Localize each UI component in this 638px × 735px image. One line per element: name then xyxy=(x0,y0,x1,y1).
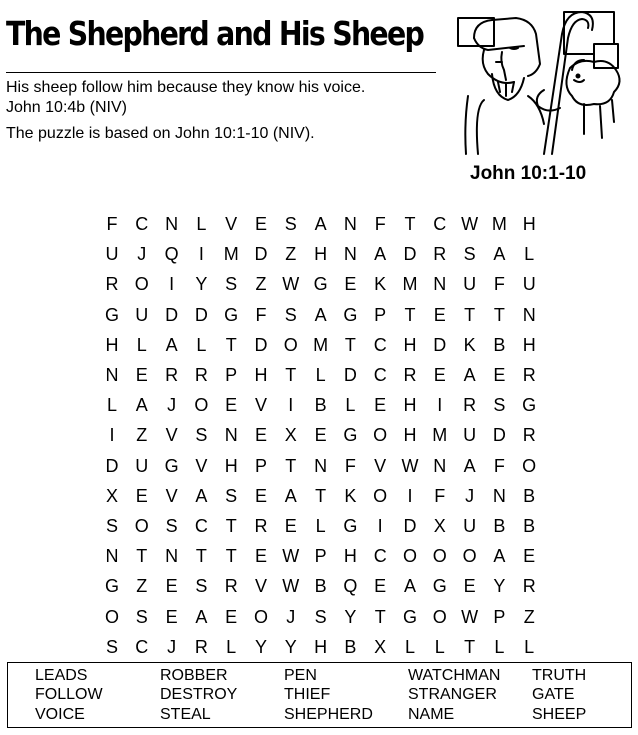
grid-letter[interactable]: T xyxy=(464,636,476,657)
grid-letter[interactable]: L xyxy=(136,334,147,355)
grid-letter[interactable]: U xyxy=(463,516,477,536)
grid-letter[interactable]: H xyxy=(522,214,536,234)
grid-letter[interactable]: D xyxy=(433,334,447,355)
grid-letter[interactable]: B xyxy=(493,516,506,536)
grid-letter[interactable]: G xyxy=(402,606,417,627)
grid-letter[interactable]: X xyxy=(105,485,118,506)
grid-letter[interactable]: X xyxy=(374,636,387,657)
grid-letter[interactable]: B xyxy=(493,334,506,355)
grid-letter[interactable]: L xyxy=(404,636,415,657)
grid-letter[interactable]: U xyxy=(135,304,149,325)
grid-letter[interactable]: R xyxy=(433,244,447,265)
grid-letter[interactable]: G xyxy=(224,304,239,325)
grid-letter[interactable]: Y xyxy=(493,576,506,597)
word-bank-item: STRANGER xyxy=(408,686,497,703)
grid-letter[interactable]: R xyxy=(254,516,268,536)
grid-letter[interactable]: T xyxy=(315,485,327,506)
grid-letter[interactable]: A xyxy=(463,365,476,385)
grid-letter[interactable]: C xyxy=(194,516,208,536)
grid-letter[interactable]: G xyxy=(104,576,119,597)
grid-letter[interactable]: S xyxy=(165,516,178,536)
grid-letter[interactable]: U xyxy=(463,274,477,295)
grid-letter[interactable]: H xyxy=(314,636,328,657)
grid-letter[interactable]: D xyxy=(254,244,268,265)
grid-letter[interactable]: O xyxy=(373,485,388,506)
grid-letter[interactable]: R xyxy=(224,576,238,597)
grid-letter[interactable]: T xyxy=(225,546,237,567)
grid-letter[interactable]: I xyxy=(198,244,204,265)
grid-letter[interactable]: E xyxy=(165,576,178,597)
grid-letter[interactable]: T xyxy=(195,546,207,567)
grid-letter[interactable]: N xyxy=(343,244,357,265)
grid-letter[interactable]: S xyxy=(463,244,476,265)
grid-letter[interactable]: E xyxy=(254,214,267,234)
grid-letter[interactable]: V xyxy=(225,214,238,234)
grid-letter[interactable]: B xyxy=(344,636,357,657)
grid-letter[interactable]: M xyxy=(402,274,418,295)
grid-letter[interactable]: W xyxy=(282,576,300,597)
grid-letter[interactable]: S xyxy=(225,274,238,295)
grid-letter[interactable]: E xyxy=(254,485,267,506)
word-bank-item: GATE xyxy=(532,686,575,703)
grid-letter[interactable]: F xyxy=(344,455,356,476)
grid-letter[interactable]: J xyxy=(167,636,177,657)
grid-letter[interactable]: E xyxy=(493,365,506,385)
word-bank-item: TRUTH xyxy=(532,667,587,684)
grid-letter[interactable]: D xyxy=(194,304,208,325)
grid-letter[interactable]: D xyxy=(343,365,357,385)
grid-letter[interactable]: Q xyxy=(164,244,179,265)
grid-letter[interactable]: T xyxy=(285,365,297,385)
grid-letter[interactable]: M xyxy=(491,214,507,234)
grid-letter[interactable]: I xyxy=(109,425,115,446)
grid-letter[interactable]: M xyxy=(223,244,239,265)
grid-letter[interactable]: H xyxy=(314,244,328,265)
word-bank-item: LEADS xyxy=(35,667,88,684)
grid-letter[interactable]: A xyxy=(135,395,148,416)
grid-letter[interactable]: T xyxy=(404,214,416,234)
grid-letter[interactable]: B xyxy=(314,576,327,597)
grid-letter[interactable]: I xyxy=(377,516,383,536)
grid-letter[interactable]: L xyxy=(315,516,326,536)
grid-letter[interactable]: T xyxy=(136,546,148,567)
key-verse-reference: John 10:4b (NIV) xyxy=(6,99,127,116)
grid-letter[interactable]: Q xyxy=(343,576,358,597)
grid-letter[interactable]: V xyxy=(254,395,267,416)
grid-letter[interactable]: L xyxy=(434,636,445,657)
word-bank-item: WATCHMAN xyxy=(408,667,501,684)
grid-letter[interactable]: C xyxy=(373,546,387,567)
grid-letter[interactable]: V xyxy=(374,455,387,476)
grid-letter[interactable]: H xyxy=(522,334,536,355)
grid-letter[interactable]: R xyxy=(194,636,208,657)
grid-letter[interactable]: N xyxy=(105,365,119,385)
grid-letter[interactable]: D xyxy=(492,425,506,446)
grid-letter[interactable]: J xyxy=(465,485,475,506)
grid-letter[interactable]: W xyxy=(282,274,300,295)
grid-letter[interactable]: P xyxy=(493,606,506,627)
grid-letter[interactable]: T xyxy=(404,304,416,325)
grid-letter[interactable]: A xyxy=(374,244,387,265)
grid-letter[interactable]: Y xyxy=(254,636,267,657)
grid-letter[interactable]: O xyxy=(104,606,119,627)
grid-letter[interactable]: Z xyxy=(136,576,148,597)
grid-letter[interactable]: U xyxy=(135,455,149,476)
grid-letter[interactable]: L xyxy=(106,395,117,416)
grid-letter[interactable]: B xyxy=(523,485,536,506)
grid-letter[interactable]: I xyxy=(169,274,175,295)
grid-letter[interactable]: F xyxy=(255,304,267,325)
grid-letter[interactable]: H xyxy=(403,395,417,416)
grid-letter[interactable]: O xyxy=(134,516,149,536)
grid-letter[interactable]: G xyxy=(164,455,179,476)
grid-letter[interactable]: L xyxy=(196,214,207,234)
grid-letter[interactable]: H xyxy=(343,546,357,567)
grid-letter[interactable]: G xyxy=(432,576,447,597)
grid-letter[interactable]: A xyxy=(195,606,208,627)
word-bank-item: ROBBER xyxy=(160,667,228,684)
grid-letter[interactable]: Y xyxy=(195,274,208,295)
puzzle-title: The Shepherd and His Sheep xyxy=(6,14,424,53)
word-bank-item: SHEPHERD xyxy=(284,706,373,723)
puzzle-note: The puzzle is based on John 10:1-10 (NIV). xyxy=(6,125,315,142)
grid-letter[interactable]: A xyxy=(195,485,208,506)
grid-letter[interactable]: O xyxy=(134,274,149,295)
grid-letter[interactable]: R xyxy=(522,365,536,385)
grid-letter[interactable]: N xyxy=(165,214,179,234)
grid-letter[interactable]: Z xyxy=(285,244,297,265)
grid-letter[interactable]: K xyxy=(463,334,476,355)
grid-letter[interactable]: R xyxy=(194,365,208,385)
grid-letter[interactable]: O xyxy=(522,455,537,476)
grid-letter[interactable]: N xyxy=(105,546,119,567)
grid-letter[interactable]: G xyxy=(343,516,358,536)
grid-letter[interactable]: D xyxy=(165,304,179,325)
word-bank-item: SHEEP xyxy=(532,706,587,723)
grid-letter[interactable]: S xyxy=(225,485,238,506)
grid-letter[interactable]: E xyxy=(284,516,297,536)
grid-letter[interactable]: E xyxy=(344,274,357,295)
grid-letter[interactable]: E xyxy=(523,546,536,567)
grid-letter[interactable]: K xyxy=(374,274,387,295)
grid-letter[interactable]: T xyxy=(464,304,476,325)
grid-letter[interactable]: X xyxy=(433,516,446,536)
grid-letter[interactable]: N xyxy=(224,425,238,446)
grid-letter[interactable]: F xyxy=(434,485,446,506)
grid-letter[interactable]: K xyxy=(344,485,357,506)
word-bank-item: STEAL xyxy=(160,706,211,723)
grid-letter[interactable]: O xyxy=(253,606,268,627)
grid-letter[interactable]: W xyxy=(282,546,300,567)
grid-letter[interactable]: N xyxy=(492,485,506,506)
key-verse-text: His sheep follow him because they know his voice. xyxy=(6,79,366,96)
grid-letter[interactable]: Y xyxy=(344,606,357,627)
word-bank-item: VOICE xyxy=(35,706,85,723)
grid-letter[interactable]: D xyxy=(254,334,268,355)
grid-letter[interactable]: Z xyxy=(523,606,535,627)
grid-letter[interactable]: A xyxy=(284,485,297,506)
grid-letter[interactable]: W xyxy=(461,606,479,627)
grid-letter[interactable]: L xyxy=(345,395,356,416)
grid-letter[interactable]: S xyxy=(493,395,506,416)
grid-letter[interactable]: G xyxy=(104,304,119,325)
word-bank-item: PEN xyxy=(284,667,317,684)
grid-letter[interactable]: P xyxy=(374,304,387,325)
grid-letter[interactable]: L xyxy=(494,636,505,657)
grid-letter[interactable]: F xyxy=(106,214,118,234)
grid-letter[interactable]: G xyxy=(343,304,358,325)
grid-letter[interactable]: Z xyxy=(136,425,148,446)
grid-letter[interactable]: E xyxy=(135,365,148,385)
grid-letter[interactable]: I xyxy=(288,395,294,416)
grid-letter[interactable]: B xyxy=(314,395,327,416)
grid-letter[interactable]: E xyxy=(433,365,446,385)
grid-letter[interactable]: H xyxy=(403,425,417,446)
grid-letter[interactable]: S xyxy=(284,214,297,234)
grid-letter[interactable]: Z xyxy=(255,274,267,295)
grid-letter[interactable]: V xyxy=(165,425,178,446)
grid-letter[interactable]: E xyxy=(463,576,476,597)
grid-letter[interactable]: J xyxy=(167,395,177,416)
grid-letter[interactable]: O xyxy=(373,425,388,446)
grid-letter[interactable]: J xyxy=(137,244,147,265)
title-divider xyxy=(6,72,436,73)
grid-letter[interactable]: C xyxy=(373,365,387,385)
grid-letter[interactable]: F xyxy=(374,214,386,234)
grid-letter[interactable]: R xyxy=(105,274,119,295)
grid-letter[interactable]: R xyxy=(463,395,477,416)
grid-letter[interactable]: N xyxy=(522,304,536,325)
grid-letter[interactable]: A xyxy=(314,214,327,234)
grid-letter[interactable]: A xyxy=(314,304,327,325)
grid-letter[interactable]: C xyxy=(373,334,387,355)
grid-letter[interactable]: O xyxy=(402,546,417,567)
grid-letter[interactable]: L xyxy=(315,365,326,385)
grid-letter[interactable]: O xyxy=(462,546,477,567)
grid-letter[interactable]: N xyxy=(314,455,328,476)
grid-letter[interactable]: V xyxy=(195,455,208,476)
grid-letter[interactable]: P xyxy=(314,546,327,567)
grid-letter[interactable]: D xyxy=(403,516,417,536)
grid-letter[interactable]: N xyxy=(433,274,447,295)
grid-letter[interactable]: F xyxy=(493,455,505,476)
grid-letter[interactable]: J xyxy=(286,606,296,627)
grid-letter[interactable]: L xyxy=(196,334,207,355)
grid-letter[interactable]: R xyxy=(522,576,536,597)
grid-letter[interactable]: T xyxy=(285,455,297,476)
grid-letter[interactable]: A xyxy=(403,576,416,597)
grid-letter[interactable]: E xyxy=(314,425,327,446)
grid-letter[interactable]: H xyxy=(254,365,268,385)
grid-letter[interactable]: W xyxy=(401,455,419,476)
grid-letter[interactable]: X xyxy=(284,425,297,446)
grid-letter[interactable]: O xyxy=(283,334,298,355)
word-bank-item: DESTROY xyxy=(160,686,238,703)
grid-letter[interactable]: H xyxy=(224,455,238,476)
grid-letter[interactable]: O xyxy=(194,395,209,416)
grid-letter[interactable]: E xyxy=(433,304,446,325)
grid-letter[interactable]: A xyxy=(493,546,506,567)
grid-letter[interactable]: S xyxy=(105,516,118,536)
grid-letter[interactable]: G xyxy=(522,395,537,416)
grid-letter[interactable]: L xyxy=(524,636,535,657)
grid-letter[interactable]: G xyxy=(343,425,358,446)
word-bank-item: NAME xyxy=(408,706,455,723)
grid-letter[interactable]: S xyxy=(314,606,327,627)
key-verse xyxy=(6,78,365,118)
grid-letter[interactable]: F xyxy=(493,274,505,295)
grid-letter[interactable]: V xyxy=(165,485,178,506)
grid-letter[interactable]: Y xyxy=(284,636,297,657)
grid-letter[interactable]: U xyxy=(463,425,477,446)
grid-letter[interactable]: H xyxy=(105,334,119,355)
grid-letter[interactable]: G xyxy=(313,274,328,295)
grid-letter[interactable]: E xyxy=(254,546,267,567)
grid-letter[interactable]: N xyxy=(343,214,357,234)
word-bank-item: THIEF xyxy=(284,686,331,703)
grid-letter[interactable]: E xyxy=(374,395,387,416)
grid-letter[interactable]: P xyxy=(254,455,267,476)
grid-letter[interactable]: E xyxy=(225,606,238,627)
grid-letter[interactable]: P xyxy=(225,365,238,385)
grid-letter[interactable]: T xyxy=(493,304,505,325)
grid-letter[interactable]: T xyxy=(225,334,237,355)
grid-letter[interactable]: A xyxy=(493,244,506,265)
grid-letter[interactable]: E xyxy=(374,576,387,597)
grid-letter[interactable]: E xyxy=(225,395,238,416)
grid-letter[interactable]: D xyxy=(105,455,119,476)
grid-letter[interactable]: M xyxy=(313,334,329,355)
grid-letter[interactable]: I xyxy=(407,485,413,506)
grid-letter[interactable]: R xyxy=(522,425,536,446)
grid-letter[interactable]: O xyxy=(432,606,447,627)
grid-letter[interactable]: S xyxy=(195,425,208,446)
grid-letter[interactable]: A xyxy=(463,455,476,476)
grid-letter[interactable]: M xyxy=(432,425,448,446)
grid-letter[interactable]: L xyxy=(226,636,237,657)
grid-letter[interactable]: S xyxy=(284,304,297,325)
grid-letter[interactable]: I xyxy=(437,395,443,416)
shepherd-illustration xyxy=(444,4,634,156)
grid-letter[interactable]: W xyxy=(461,214,479,234)
grid-letter[interactable]: R xyxy=(165,365,179,385)
grid-letter[interactable]: S xyxy=(195,576,208,597)
grid-letter[interactable]: U xyxy=(522,274,536,295)
grid-letter[interactable]: U xyxy=(105,244,119,265)
grid-letter[interactable]: S xyxy=(105,636,118,657)
grid-letter[interactable]: L xyxy=(524,244,535,265)
word-bank xyxy=(7,662,632,728)
grid-letter[interactable]: N xyxy=(165,546,179,567)
grid-letter[interactable]: S xyxy=(135,606,148,627)
scripture-reference: John 10:1-10 xyxy=(470,163,587,184)
grid-letter[interactable]: T xyxy=(344,334,356,355)
grid-letter[interactable]: C xyxy=(135,636,149,657)
grid-letter[interactable]: A xyxy=(165,334,178,355)
grid-letter[interactable]: R xyxy=(403,365,417,385)
grid-letter[interactable]: H xyxy=(403,334,417,355)
grid-letter[interactable]: D xyxy=(403,244,417,265)
grid-letter[interactable]: B xyxy=(523,516,536,536)
grid-letter[interactable]: C xyxy=(135,214,149,234)
grid-letter[interactable]: O xyxy=(432,546,447,567)
grid-letter[interactable]: V xyxy=(254,576,267,597)
grid-letter[interactable]: T xyxy=(374,606,386,627)
grid-letter[interactable]: T xyxy=(225,516,237,536)
grid-letter[interactable]: C xyxy=(433,214,447,234)
grid-letter[interactable]: E xyxy=(165,606,178,627)
grid-letter[interactable]: E xyxy=(254,425,267,446)
word-bank-item: FOLLOW xyxy=(35,686,103,703)
grid-letter[interactable]: N xyxy=(433,455,447,476)
grid-letter[interactable]: E xyxy=(135,485,148,506)
